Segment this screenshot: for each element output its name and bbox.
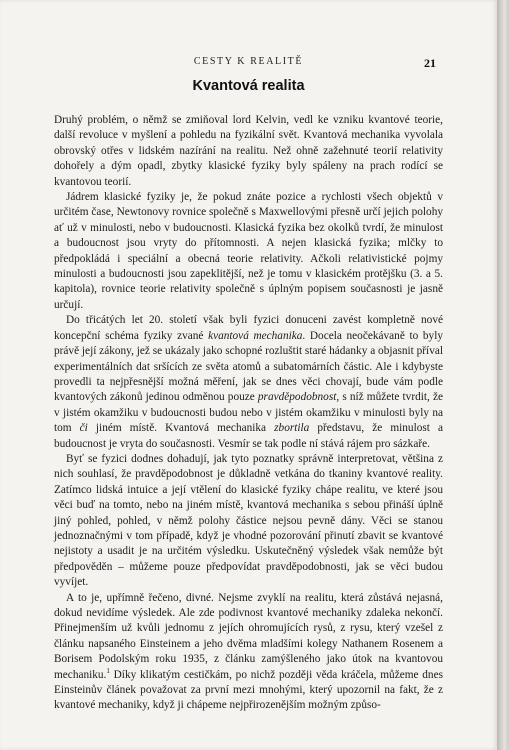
paragraph [54,313,443,452]
paragraph [54,190,443,313]
section-title: Kvantová realita [192,78,305,94]
body-text [54,113,443,714]
paragraph-text: Byť se fyzici dodnes dohadují, jak tyto poznatky správně interpretovat, většina z nich souhlasí, že pravděpodobnost je důkladně vetkána do tkaniny kvantové reality. Zatímco lidská intuice a její vtělení do klasické fyziky chápe realitu, ve které jsou věci buď na tomto, nebo na jiném místě, kvantová mechanika s sebou přináší úplně jiný pohled, pohled, v němž polohy částice nejsou pevně dány. Věci se stanou jednoznačnými v tom případě, když je vhodné pozorování přinutí zbavit se kvantové nejistoty a usadit je na určitém výsledku. Uskutečněný výsledek však nemůže být předpověděn – můžeme pouze předpovídat pravděpodobnosti, jak se věci budou vyvíjet. [54,452,443,589]
paragraph [54,452,443,591]
paragraph-text: . Docela neočekávaně to byly právě její zákony, jež se ukázaly jako schopné rozluštit staré hádanky a objasnit příval experimentálních dat sršících ze světa atomů a subatomárních částic. Ale i kdybyste provedli ta nejpřesnější možná měření, jak se dnes věci chovají, bude vám podle kvantových zákonů jedinou odměnou pouze [54,329,443,404]
running-head: CESTY K REALITĚ [193,56,304,67]
paragraph-text: Díky klikatým cestičkám, po nichž později věda kráčela, můžeme dnes Einsteinův článek považovat za první mezi mnohými, který upozornil na fakt, že z kvantové mechaniky, když ji chápeme nejpřirozenějším možným způso- [54,668,443,712]
paragraph-text: Do třicátých let 20. století však byli fyzici donuceni zavést kompletně nové koncepční schéma fyziky zvané [54,314,443,342]
emphasis: zbortila [274,422,310,435]
emphasis: či [79,422,88,435]
book-spine-edge [497,0,509,750]
paragraph [54,591,443,714]
page-number: 21 [424,56,436,70]
paragraph [54,113,443,190]
emphasis: pravděpodobnost [257,391,337,404]
emphasis: kvantová mechanika [208,329,303,342]
paragraph-text: , s níž můžete tvrdit, že v jistém okamžiku v budoucnosti budou nebo v jistém okamžiku v minulosti byly na tom [54,391,443,435]
paragraph-text: jiném místě. Kvantová mechanika [87,422,275,435]
paragraph-text: A to je, upřímně řečeno, divné. Nejsme zvyklí na realitu, která zůstává nejasná, dokud nevidíme výsledek. Ale zde podivnost kvantové mechaniky zdaleka nekončí. Přinejmenším už kvůli jednomu z jejích ohromujících rysů, z rysu, který vzešel z článku napsaného Einsteinem a jeho dvěma mladšími kolegy Nathanem Rosenem a Borisem Podolským roku 1935, z článku zamýšleného jako útok na kvantovou mechaniku. [54,591,443,681]
paragraph-text: Jádrem klasické fyziky je, že pokud znáte pozice a rychlosti všech objektů v určitém čase, Newtonovy rovnice společně s Maxwellovými přesně určí jejich polohy ať už v minulosti, nebo v budoucnosti. Klasická fyzika bez okolků tvrdí, že minulost a budoucnost jsou vryty do přítomnosti. A nejen klasická fyzika; mlčky to předpokládá i speciální a obecná teorie relativity. Ačkoli relativistické pojmy minulosti a budoucnosti jsou zapeklitější, než je tomu v klasickém protějšku (3. a 5. kapitola), rovnice teorie relativity společně s úplným popisem současnosti je jasně určují. [54,191,443,311]
paragraph-text: Druhý problém, o němž se zmiňoval lord Kelvin, vedl ke vzniku kvantové teorie, další revoluce v myšlení a pohledu na fyzikální svět. Kvantová mechanika vyvolala obrovský otřes v lidském nazírání na realitu. Než ohně zažehnuté teorií relativity dohořely a dým opadl, zbytky klasické fyziky byly spáleny na prach rodící se kvantovou teorií. [54,114,443,188]
footnote-marker[interactable]: 1 [106,666,110,675]
paragraph-text: představu, že minulost a budoucnost je vryta do současnosti. Vesmír se tak podle ní stává rájem pro sázkaře. [54,422,443,450]
